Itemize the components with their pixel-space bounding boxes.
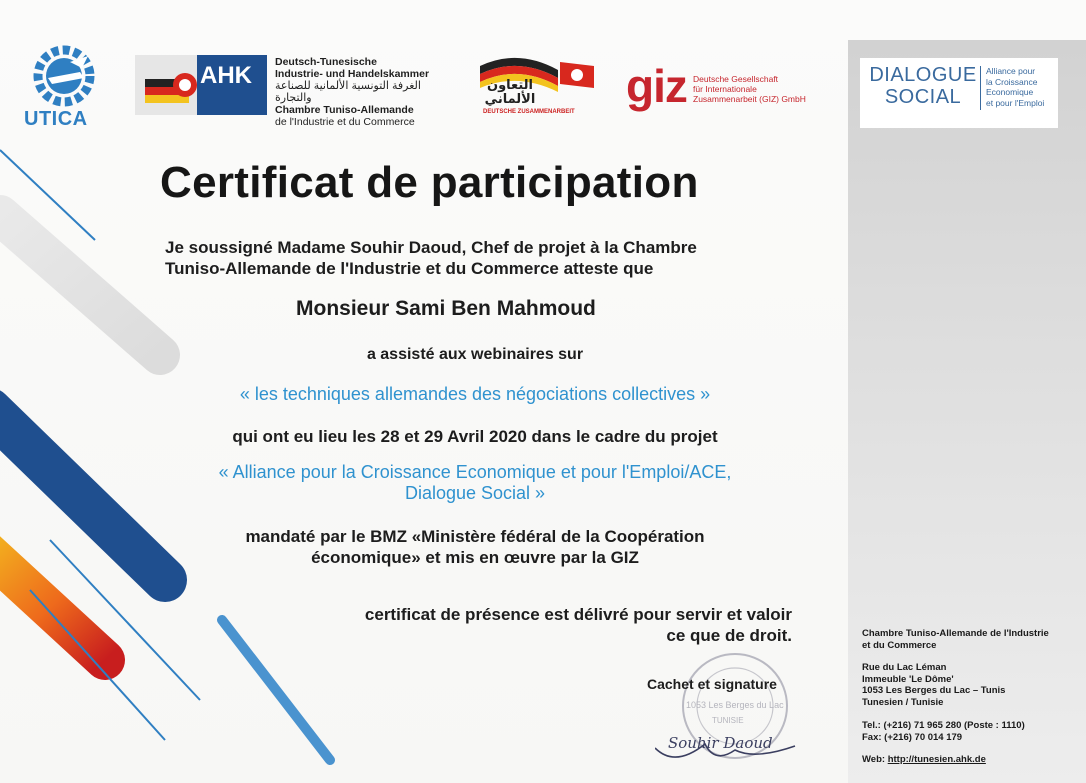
address-city: 1053 Les Berges du Lac – Tunis xyxy=(862,685,1006,696)
address-org-line-2: et du Commerce xyxy=(862,639,937,651)
intro-line-2: Tuniso-Allemande de l'Industrie et du Commerce atteste que xyxy=(165,259,654,278)
stamp-country: TUNISIE xyxy=(712,716,744,725)
web-label: Web: xyxy=(862,754,886,765)
navy-stripe xyxy=(0,410,165,580)
dialogue-title-line-2: SOCIAL xyxy=(884,86,962,108)
dialogue-social-subtitle xyxy=(986,66,1058,108)
certificate-title: Certificat de participation xyxy=(160,158,699,207)
address-street: Rue du Lac Léman xyxy=(862,662,947,673)
dialogue-sub-1: Alliance pour xyxy=(986,66,1036,76)
giz-line-2: für Internationale xyxy=(693,84,757,94)
signature: Souhir Daoud xyxy=(668,734,773,752)
address-org xyxy=(862,628,1082,651)
dates-text: qui ont eu lieu les 28 et 29 Avril 2020 dans le cadre du projet xyxy=(232,427,718,446)
ahk-org-name xyxy=(275,56,445,128)
address-web xyxy=(862,754,1082,766)
gray-stripe xyxy=(0,215,160,355)
address-contact xyxy=(862,720,1082,743)
project-line-1: « Alliance pour la Croissance Economique et pour l'Emploi/ACE, xyxy=(218,462,732,482)
project-name xyxy=(160,462,790,504)
ahk-badge-text: AHK xyxy=(200,62,252,89)
giz-logo: giz xyxy=(626,60,687,112)
mandate-line-2: économique» et mis en œuvre par la GIZ xyxy=(311,548,639,567)
intro-line-1: Je soussigné Madame Souhir Daoud, Chef de projet à la Chambre xyxy=(165,238,697,257)
deutsche-zusammenarbeit-label: DEUTSCHE ZUSAMMENARBEIT xyxy=(483,109,575,115)
closing-text xyxy=(300,604,792,646)
ahk-line-arabic: الغرفة التونسية الألمانية للصناعة والتجارة xyxy=(275,80,421,104)
mandate-text xyxy=(200,526,750,568)
dialogue-sub-3: Economique xyxy=(986,87,1034,97)
closing-line-1: certificat de présence est délivré pour servir et valoir xyxy=(364,605,792,624)
giz-org-name xyxy=(693,74,823,104)
project-line-2: Dialogue Social » xyxy=(404,483,546,503)
stamp-text: 1053 Les Berges du Lac xyxy=(686,700,784,710)
dialogue-social-title xyxy=(868,64,978,108)
address-country: Tunesien / Tunisie xyxy=(862,696,944,708)
ahk-line-1: Deutsch-Tunesische xyxy=(275,56,377,68)
utica-label: UTICA xyxy=(24,108,88,130)
attended-text: a assisté aux webinaires sur xyxy=(366,346,584,363)
thin-blue-stripe-3 xyxy=(30,590,165,740)
web-link[interactable]: http://tunesien.ahk.de xyxy=(887,754,986,765)
intro-paragraph xyxy=(165,237,805,279)
ahk-line-4: Chambre Tuniso-Allemande xyxy=(275,104,414,116)
webinar-topic: « les techniques allemandes des négociations collectives » xyxy=(239,384,711,404)
address-org-line-1: Chambre Tuniso-Allemande de l'Industrie xyxy=(862,628,1049,639)
dialogue-title-line-1: DIALOGUE xyxy=(869,64,977,86)
ahk-line-5: de l'Industrie et du Commerce xyxy=(275,116,415,128)
address-street-block xyxy=(862,662,1082,708)
dialogue-separator xyxy=(980,66,981,110)
closing-line-2: ce que de droit. xyxy=(666,626,792,645)
address-building: Immeuble 'Le Dôme' xyxy=(862,673,954,685)
dialogue-sub-4: et pour l'Emploi xyxy=(986,97,1045,108)
orange-red-stripe xyxy=(0,545,105,660)
giz-line-1: Deutsche Gesellschaft xyxy=(693,74,779,84)
address-tel: Tel.: (+216) 71 965 280 (Poste : 1110) xyxy=(862,720,1025,731)
address-fax: Fax: (+216) 70 014 179 xyxy=(862,731,963,743)
dialogue-sub-2: la Croissance xyxy=(986,76,1038,87)
ahk-line-2: Industrie- und Handelskammer xyxy=(275,68,430,80)
official-stamp xyxy=(655,648,805,778)
deutsche-zusammenarbeit-arabic: التعاون الألماني xyxy=(484,77,536,106)
participant-name: Monsieur Sami Ben Mahmoud xyxy=(296,297,596,320)
mandate-line-1: mandaté par le BMZ «Ministère fédéral de la Coopération xyxy=(245,527,705,546)
giz-line-3: Zusammenarbeit (GIZ) GmbH xyxy=(693,94,806,104)
signature-label: Cachet et signature xyxy=(647,676,777,692)
